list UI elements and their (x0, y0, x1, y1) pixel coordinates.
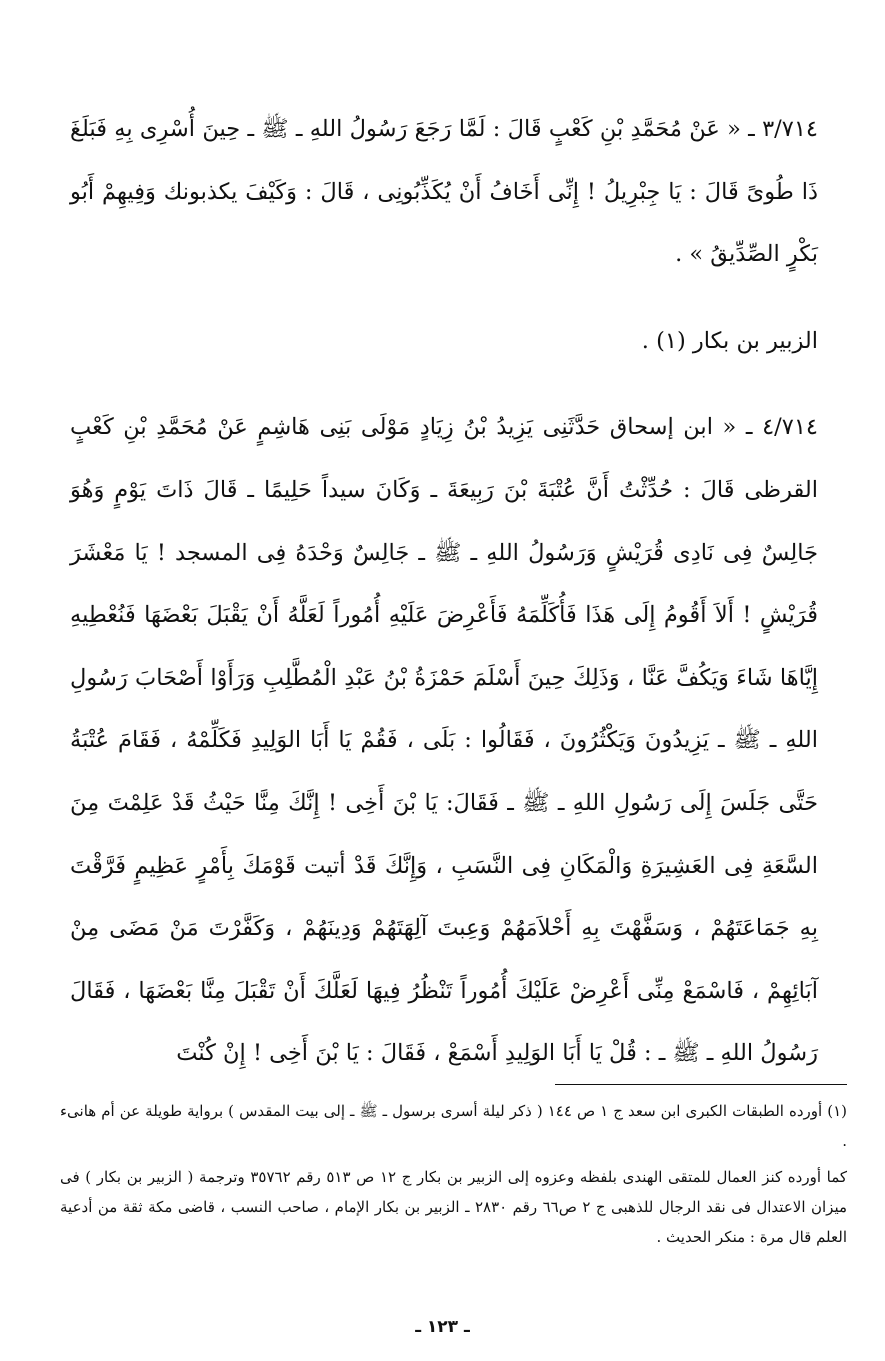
paragraph-gap (70, 372, 818, 396)
footnote-separator (555, 1084, 847, 1085)
attribution-line: الزبير بن بكار (١) . (641, 327, 818, 354)
footnote-1-continuation: كما أورده كنز العمال للمتقى الهندى بلفظه وعزوه إلى الزبير بن بكار ج ١٢ ص ٥١٣ رقم ٣٥٧٦٢ وترجمة ( الزبير بن بكار ) فى ميزان الاعتدال فى نقد الرجال للذهبى ج ٢ ص٦٦ رقم ٢٨٣٠ ـ الزبير بن بكار الإمام ، صاحب النسب ، قاضى مكة ثقة من أدعية العلم قال مرة : منكر الحديث . (60, 1168, 848, 1246)
page-number: ـ ١٢٣ ـ (415, 1317, 470, 1337)
main-text (70, 98, 818, 1085)
footnotes (60, 1096, 847, 1252)
footnote-1: (١) أورده الطبقات الكبرى ابن سعد ج ١ ص ١٤٤ ( ذكر ليلة أسرى برسول ـ ﷺ ـ إلى بيت المقدس ) برواية طويلة عن أم هانىء . (60, 1102, 847, 1150)
hadith-paragraph-714-3: ٣/٧١٤ ـ « عَنْ مُحَمَّدِ بْنِ كَعْبٍ قَالَ : لَمَّا رَجَعَ رَسُولُ اللهِ ـ ﷺ ـ حِينَ أُسْرِى بِهِ فَبَلَغَ ذَا طُوىً قَالَ : يَا جِبْرِيلُ ! إِنِّى أَخَافُ أَنْ يُكَذِّبُونِى ، قَالَ : وَكَيْفَ يكذبونك وَفِيهِمْ أَبُو بَكْرٍ الصِّدِّيقُ » . (70, 116, 818, 268)
hadith-paragraph-714-4: ٤/٧١٤ ـ « ابن إسحاق حَدَّثَنِى يَزِيدُ بْنُ زِيَادٍ مَوْلَى بَنِى هَاشِمٍ عَنْ مُحَمَّدِ بْنِ كَعْبٍ القرظى قَالَ : حُدِّثْتُ أَنَّ عُتْبَةَ بْنَ رَبِيعَةَ ـ وَكَانَ سيداً حَلِيمًا ـ قَالَ ذَاتَ يَوْمٍ وَهُوَ جَالِسٌ فِى نَادِى قُرَيْشٍ وَرَسُولُ اللهِ ـ ﷺ ـ جَالِسٌ وَحْدَهُ فِى المسجد ! يَا مَعْشَرَ قُرَيْشٍ ! أَلاَ أَقُومُ إِلَى هَذَا فَأُكَلِّمَهُ فَأَعْرِضَ عَلَيْهِ أُمُوراً لَعَلَّهُ أَنْ يَقْبَلَ بَعْضَهَا فَنُعْطِيهِ إِيَّاهَا شَاءَ وَيَكُفَّ عَنَّا ، وَذَلِكَ حِينَ أَسْلَمَ حَمْزَةُ بْنُ عَبْدِ الْمُطَّلِبِ وَرَأَوْا أَصْحَابَ رَسُولِ اللهِ ـ ﷺ ـ يَزِيدُونَ وَيَكْثُرُونَ ، فَقَالُوا : بَلَى ، فَقُمْ يَا أَبَا الوَلِيدِ فَكَلِّمْهُ ، فَقَامَ عُتْبَةُ حَتَّى جَلَسَ إِلَى رَسُولِ اللهِ ـ ﷺ ـ فَقَالَ: يَا بْنَ أَخِى ! إِنَّكَ مِنَّا حَيْثُ قَدْ عَلِمْتَ مِنَ السَّعَةِ فِى العَشِيرَةِ وَالْمَكَانِ فِى النَّسَبِ ، وَإِنَّكَ قَدْ أتيت قَوْمَكَ بِأَمْرٍ عَظِيمٍ فَرَّقْتَ بِهِ جَمَاعَتَهُمْ ، وَسَفَّهْتَ بِهِ أَحْلاَمَهُمْ وَعِبتَ آلِهَتَهُمْ وَدِينَهُمْ ، وَكَفَّرْتَ مَنْ مَضَى مِنْ آبَائِهِمْ ، فَاسْمَعْ مِنِّى أَعْرِضْ عَلَيْكَ أُمُوراً تَنْظُرُ فِيهَا لَعَلَّكَ أَنْ تَقْبَلَ مِنَّا بَعْضَهَا ، فَقَالَ رَسُولُ اللهِ ـ ﷺ ـ : قُلْ يَا أَبَا الوَلِيدِ أَسْمَعْ ، فَقَالَ : يَا بْنَ أَخِى ! إِنْ كُنْتَ (70, 414, 818, 1067)
paragraph-gap (70, 286, 818, 310)
